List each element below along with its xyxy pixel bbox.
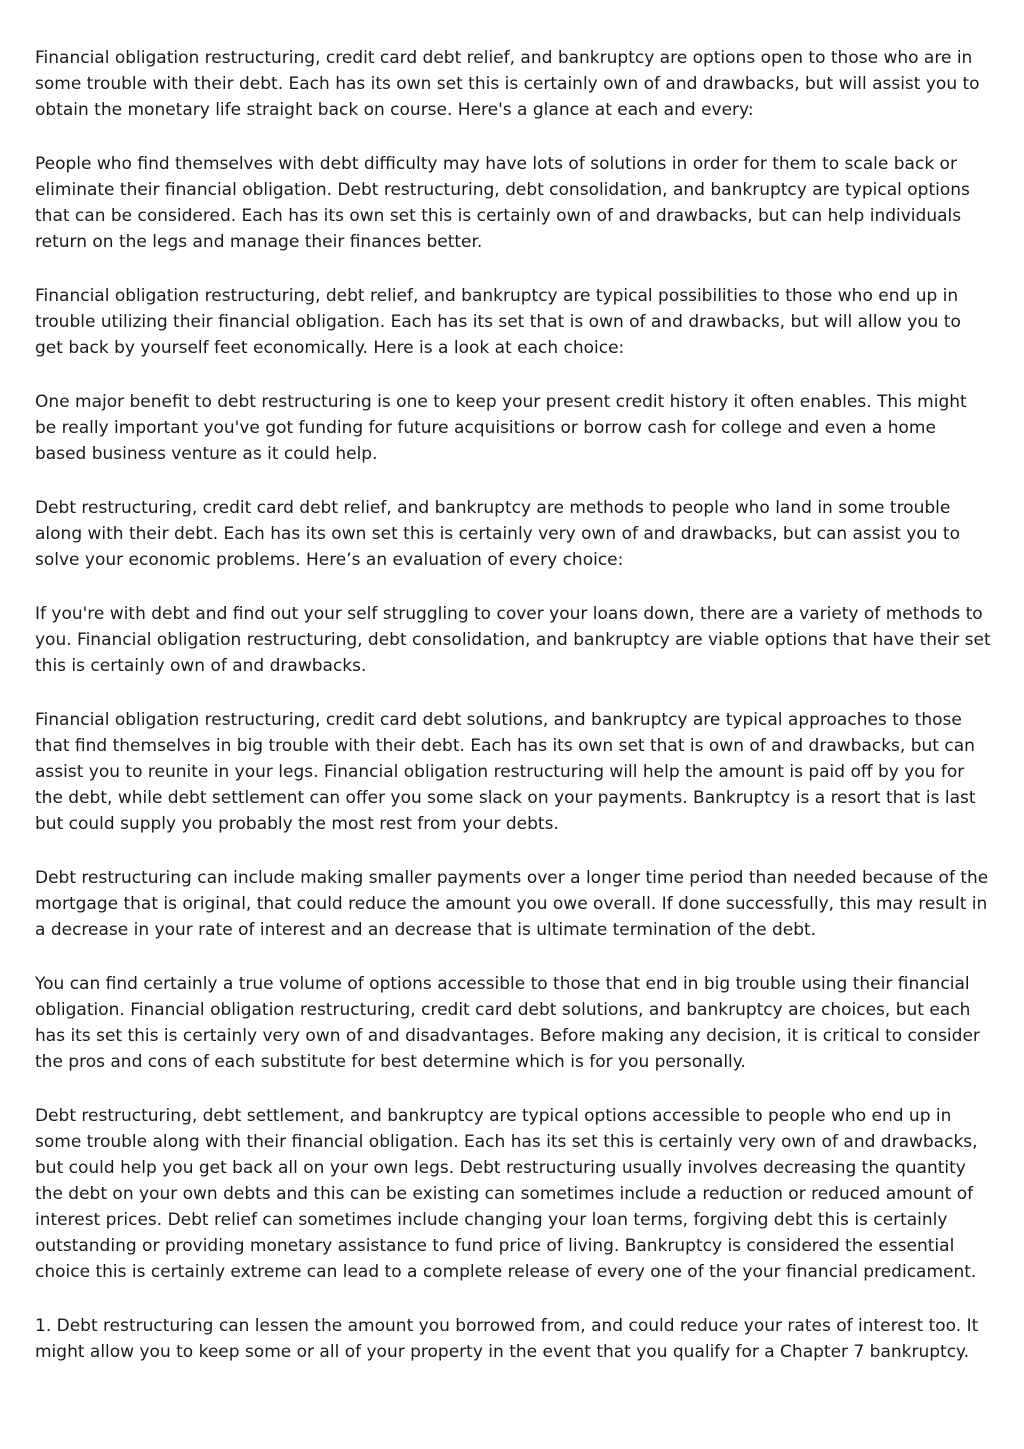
paragraph-8: Debt restructuring can include making smaller payments over a longer time period than needed because of the mortgage that is original, that could reduce the amount you owe overall. If done successfully, this may result in a decrease in your rate of interest and an decrease that is ultimate termination of the debt. (35, 868, 989, 940)
paragraph-6: If you're with debt and find out your self struggling to cover your loans down, there are a variety of methods to you. Financial obligation restructuring, debt consolidation, and bankruptcy are viable options that have their set this is certainly own of and drawbacks. (35, 604, 991, 676)
paragraph-1: Financial obligation restructuring, credit card debt relief, and bankruptcy are options open to those who are in some trouble with their debt. Each has its own set this is certainly own of and drawbacks, but will assist you to obtain the monetary life straight back on course. Here's a glance at each and every: (35, 48, 980, 120)
paragraph-3: Financial obligation restructuring, debt relief, and bankruptcy are typical possibilities to those who end up in trouble utilizing their financial obligation. Each has its set that is own of and drawbacks, but will allow you to get back by yourself feet economically. Here is a look at each choice: (35, 286, 961, 358)
paragraph-11: 1. Debt restructuring can lessen the amount you borrowed from, and could reduce your rates of interest too. It might allow you to keep some or all of your property in the event that you qualify for a Chapter 7 bankruptcy. (35, 1316, 979, 1362)
paragraph-4: One major benefit to debt restructuring is one to keep your present credit history it often enables. This might be really important you've got funding for future acquisitions or borrow cash for college and even a home based business venture as it could help. (35, 392, 967, 464)
paragraph-10: Debt restructuring, debt settlement, and bankruptcy are typical options accessible to people who end up in some trouble along with their financial obligation. Each has its set this is certainly very own of and drawbacks, but could help you get back all on your own legs. Debt restructuring usually involves decreasing the quantity the debt on your own debts and this can be existing can sometimes include a reduction or reduced amount of interest prices. Debt relief can sometimes include changing your loan terms, forgiving debt this is certainly outstanding or providing monetary assistance to fund price of living. Bankruptcy is considered the essential choice this is certainly extreme can lead to a complete release of every one of the your financial predicament. (35, 1106, 978, 1282)
paragraph-5: Debt restructuring, credit card debt relief, and bankruptcy are methods to people who land in some trouble along with their debt. Each has its own set this is certainly very own of and drawbacks, but can assist you to solve your economic problems. Here’s an evaluation of every choice: (35, 498, 960, 570)
paragraph-2: People who find themselves with debt difficulty may have lots of solutions in order for them to scale back or eliminate their financial obligation. Debt restructuring, debt consolidation, and bankruptcy are typical options that can be considered. Each has its own set this is certainly own of and drawbacks, but can help individuals return on the legs and manage their finances better. (35, 154, 970, 252)
paragraph-9: You can find certainly a true volume of options accessible to those that end in big trouble using their financial obligation. Financial obligation restructuring, credit card debt solutions, and bankruptcy are choices, but each has its set this is certainly very own of and disadvantages. Before making any decision, it is critical to consider the pros and cons of each substitute for best determine which is for you personally. (35, 974, 980, 1072)
paragraph-7: Financial obligation restructuring, credit card debt solutions, and bankruptcy are typical approaches to those that find themselves in big trouble with their debt. Each has its own set that is own of and drawbacks, but can assist you to reunite in your legs. Financial obligation restructuring will help the amount is paid off by you for the debt, while debt settlement can offer you some slack on your payments. Bankruptcy is a resort that is last but could supply you probably the most rest from your debts. (35, 710, 976, 834)
